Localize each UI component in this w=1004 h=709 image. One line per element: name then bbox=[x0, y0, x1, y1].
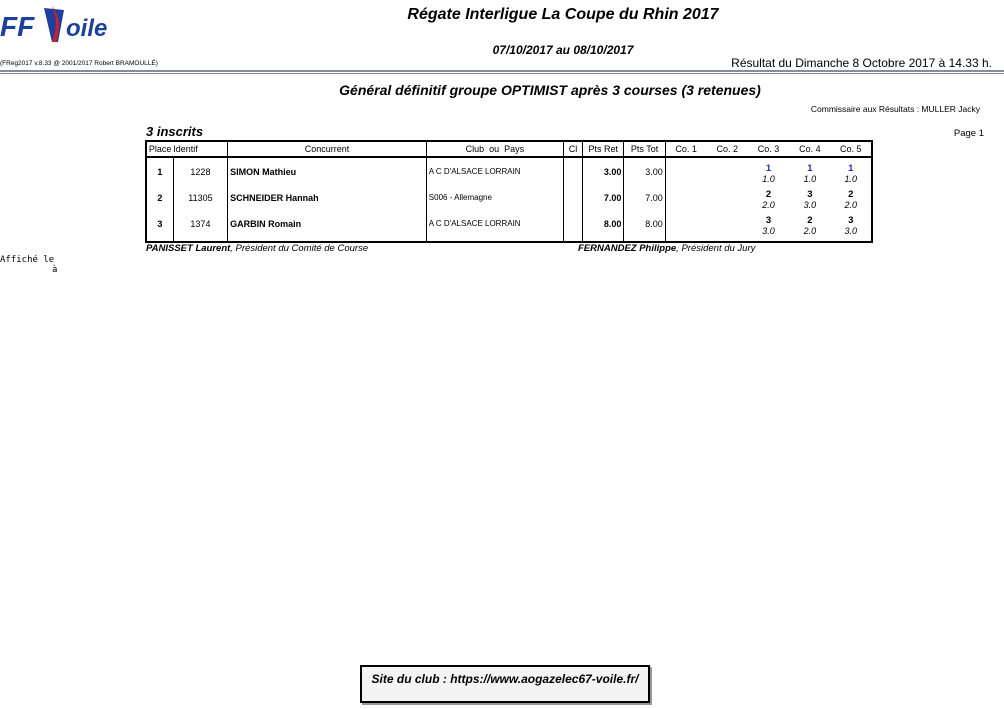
row-club: A C D'ALSACE LORRAIN bbox=[426, 215, 563, 242]
header-rule bbox=[0, 70, 1004, 72]
posted-label: Affiché le bbox=[0, 255, 55, 265]
header-club: Club ou Pays bbox=[426, 141, 563, 157]
header-co5: Co. 5 bbox=[831, 141, 872, 157]
header-rule-thin bbox=[0, 73, 1004, 74]
results-officer: Commissaire aux Résultats : MULLER Jacky bbox=[810, 104, 980, 114]
row-co4: 2 2.0 bbox=[803, 215, 817, 236]
header-pts-ret: Pts Ret bbox=[583, 141, 624, 157]
row-co5: 3 3.0 bbox=[844, 215, 858, 236]
president-role: , Président du Comité de Course bbox=[230, 243, 369, 254]
row-co5: 1 1.0 bbox=[844, 163, 858, 184]
entries-count: 3 inscrits bbox=[146, 124, 204, 139]
software-copyright: (FReg2017 v.8.33 @ 2001/2017 Robert BRAMOULLÉ) bbox=[0, 60, 158, 67]
row-place: 1 bbox=[157, 167, 163, 177]
row-concurrent: SIMON Mathieu bbox=[228, 163, 427, 189]
header-place: Place bbox=[146, 141, 173, 157]
header-cl: Cl bbox=[563, 141, 582, 157]
row-club: A C D'ALSACE LORRAIN bbox=[426, 163, 563, 189]
jury-president bbox=[578, 243, 755, 254]
jury-role: , Président du Jury bbox=[676, 243, 756, 254]
club-site-box bbox=[360, 665, 650, 703]
club-site-link[interactable]: Site du club : https://www.aogazelec67-voile.fr/ bbox=[371, 672, 639, 686]
result-date: Résultat du Dimanche 8 Octobre 2017 à 14.33 h. bbox=[731, 56, 992, 70]
row-co2 bbox=[707, 189, 748, 215]
header-co2: Co. 2 bbox=[707, 141, 748, 157]
row-cl bbox=[563, 189, 582, 215]
row-co3: 1 1.0 bbox=[762, 163, 775, 184]
ffvoile-logo bbox=[0, 2, 120, 46]
row-co2 bbox=[707, 163, 748, 189]
regatta-dates: 07/10/2017 au 08/10/2017 bbox=[492, 43, 634, 57]
ranking-subtitle: Général définitif groupe OPTIMIST après 3 courses (3 retenues) bbox=[339, 82, 761, 98]
posted-time-label: à bbox=[52, 265, 58, 275]
row-co4: 1 1.0 bbox=[803, 163, 817, 184]
svg-text:oile: oile bbox=[66, 15, 108, 42]
row-co1 bbox=[665, 163, 706, 189]
row-co3: 2 2.0 bbox=[762, 189, 775, 210]
row-identif: 1228 bbox=[173, 163, 227, 189]
row-co1 bbox=[665, 189, 706, 215]
results-table bbox=[145, 140, 873, 243]
table-row bbox=[146, 189, 872, 215]
row-pts-ret: 7.00 bbox=[583, 189, 624, 215]
header-co1: Co. 1 bbox=[665, 141, 706, 157]
row-concurrent: GARBIN Romain bbox=[228, 215, 427, 242]
row-identif: 11305 bbox=[173, 189, 227, 215]
header-identif: Identif bbox=[173, 141, 227, 157]
header-pts-tot: Pts Tot bbox=[624, 141, 665, 157]
row-cl bbox=[563, 163, 582, 189]
table-row bbox=[146, 215, 872, 242]
row-pts-tot: 8.00 bbox=[624, 215, 665, 242]
race-committee-president bbox=[146, 243, 368, 254]
president-name: PANISSET Laurent bbox=[146, 243, 231, 254]
header-concurrent: Concurrent bbox=[228, 141, 427, 157]
row-co3: 3 3.0 bbox=[762, 215, 775, 236]
row-concurrent: SCHNEIDER Hannah bbox=[228, 189, 427, 215]
row-pts-ret: 3.00 bbox=[583, 163, 624, 189]
row-pts-tot: 3.00 bbox=[624, 163, 665, 189]
svg-text:FF: FF bbox=[0, 11, 35, 42]
row-pts-ret: 8.00 bbox=[583, 215, 624, 242]
posted-notice bbox=[0, 255, 57, 275]
row-club: S006 - Allemagne bbox=[426, 189, 563, 215]
table-row bbox=[146, 163, 872, 189]
row-place: 3 bbox=[157, 219, 163, 229]
row-co4: 3 3.0 bbox=[803, 189, 817, 210]
header-co3: Co. 3 bbox=[748, 141, 789, 157]
row-pts-tot: 7.00 bbox=[624, 189, 665, 215]
page-number: Page 1 bbox=[953, 128, 984, 139]
jury-name: FERNANDEZ Philippe bbox=[578, 243, 677, 254]
row-identif: 1374 bbox=[173, 215, 227, 242]
row-co2 bbox=[707, 215, 748, 242]
row-co5: 2 2.0 bbox=[844, 189, 858, 210]
regatta-title: Régate Interligue La Coupe du Rhin 2017 bbox=[407, 6, 719, 23]
row-co1 bbox=[665, 215, 706, 242]
header-co4: Co. 4 bbox=[789, 141, 830, 157]
table-header-row bbox=[146, 141, 872, 157]
row-cl bbox=[563, 215, 582, 242]
row-place: 2 bbox=[157, 193, 163, 203]
